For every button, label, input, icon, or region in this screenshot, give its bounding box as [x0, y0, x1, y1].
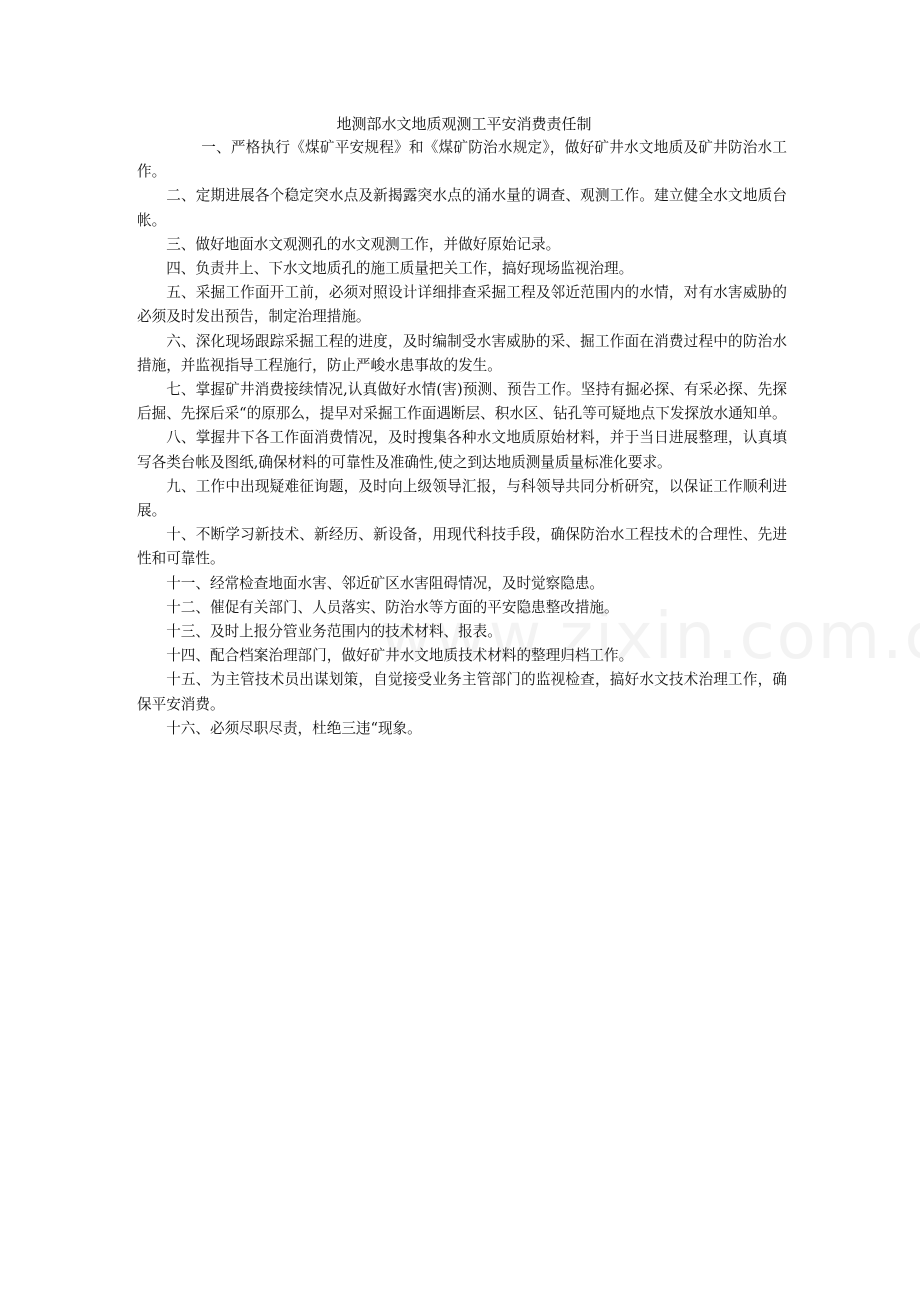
document-body: [137, 112, 787, 741]
paragraph-7: 七、掌握矿井消费接续情况,认真做好水情(害)预测、预告工作。坚持有掘必探、有采必探、先探后掘、先探后采“的原那么，提早对采掘工作面遇断层、积水区、钻孔等可疑地点下发探放水通知单。: [137, 381, 787, 423]
document-title: 地测部水文地质观测工平安消费责任制: [336, 115, 592, 133]
paragraph-11: 十一、经常检查地面水害、邻近矿区水害阻碍情况，及时觉察隐患。: [166, 574, 605, 592]
paragraph-12: 十二、催促有关部门、人员落实、防治水等方面的平安隐患整改措施。: [166, 598, 619, 616]
paragraph-15: 十五、为主管技术员出谋划策，自觉接受业务主管部门的监视检查，搞好水文技术治理工作，确保平安消费。: [137, 671, 787, 713]
paragraph-6: 六、深化现场跟踪采掘工程的进度，及时编制受水害威胁的采、掘工作面在消费过程中的防治水措施，并监视指导工程施行，防止严峻水患事故的发生。: [137, 332, 787, 374]
paragraph-1: 一、严格执行《煤矿平安规程》和《煤矿防治水规定》，做好矿井水文地质及矿井防治水工作。: [137, 139, 787, 181]
paragraph-14: 十四、配合档案治理部门，做好矿井水文地质技术材料的整理归档工作。: [166, 647, 634, 665]
paragraph-13: 十三、及时上报分管业务范围内的技术材料、报表。: [166, 623, 502, 641]
paragraph-4: 四、负责井上、下水文地质孔的施工质量把关工作，搞好现场监视治理。: [166, 260, 634, 278]
paragraph-16: 十六、必须尽职尽责，杜绝三违“现象。: [166, 719, 422, 737]
paragraph-8: 八、掌握井下各工作面消费情况，及时搜集各种水文地质原始材料，并于当日进展整理，认真填写各类台帐及图纸,确保材料的可靠性及准确性,使之到达地质测量质量标准化要求。: [137, 429, 787, 471]
paragraph-2: 二、定期进展各个稳定突水点及新揭露突水点的涌水量的调查、观测工作。建立健全水文地质台帐。: [137, 187, 787, 229]
paragraph-3: 三、做好地面水文观测孔的水文观测工作，并做好原始记录。: [166, 235, 561, 253]
paragraph-5: 五、采掘工作面开工前，必须对照设计详细排查采掘工程及邻近范围内的水情，对有水害威胁的必须及时发出预告，制定治理措施。: [137, 284, 787, 326]
paragraph-10: 十、不断学习新技术、新经历、新设备，用现代科技手段，确保防治水工程技术的合理性、先进性和可靠性。: [137, 526, 787, 568]
paragraph-9: 九、工作中出现疑难征询题，及时向上级领导汇报，与科领导共同分析研究，以保证工作顺利进展。: [137, 477, 787, 520]
